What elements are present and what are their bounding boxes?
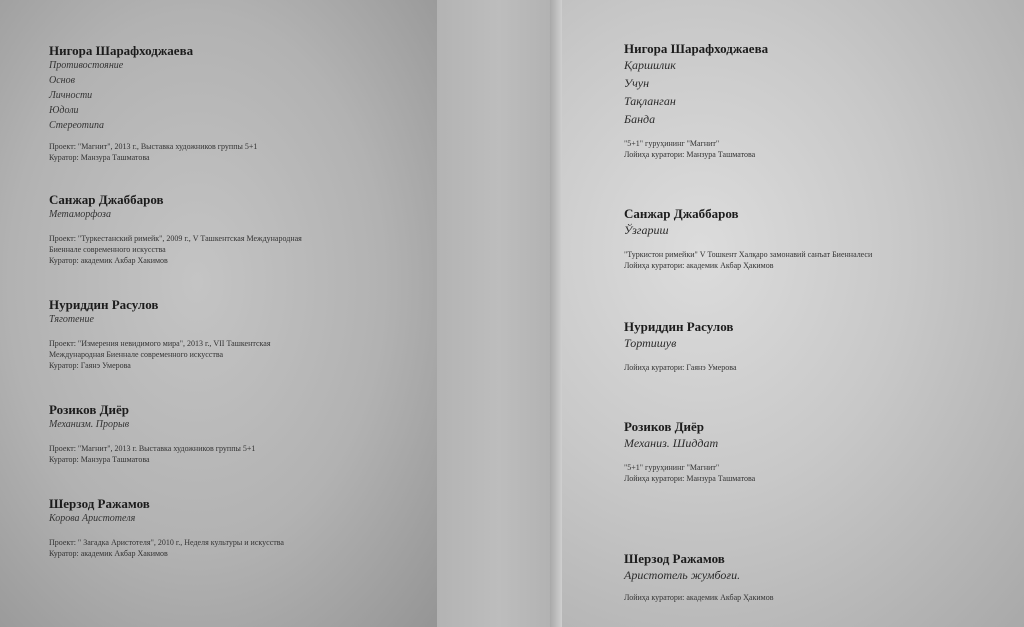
artist-entry [49,43,257,163]
artist-entry [624,206,872,271]
project-info [49,141,257,163]
curator-line: Куратор: академик Акбар Хакимов [49,549,168,558]
curator-line: Куратор: Гаянэ Умерова [49,361,131,370]
artwork-title: Аристотель жумбоғи. [624,568,741,582]
artist-entry [624,551,774,603]
project-line: "5+1" гуруҳининг "Магнит" [624,139,720,148]
curator-line: Куратор: Манзура Ташматова [49,455,150,464]
wall-gap [437,0,562,627]
artist-name: Розиков Диёр [624,419,705,434]
sheet-edge-shadow [550,0,562,627]
artist-entry [49,192,302,266]
project-line: Проект: "Измерения невидимого мира", 2013 г., VII Ташкентская [49,339,271,348]
artist-name: Розиков Диёр [49,402,130,417]
artwork-title: Тяготение [49,314,94,325]
project-line: Проект: "Туркестанский римейк", 2009 г., V Ташкентская Международная [49,234,302,243]
artwork-title: Тақланган [624,94,676,108]
project-line: "5+1" гуруҳининг "Магнит" [624,463,720,472]
artist-name: Нуриддин Расулов [624,319,734,334]
artist-name: Шерзод Ражамов [624,551,725,566]
artist-entry [49,402,255,465]
artwork-title: Банда [624,112,656,126]
curator-line: Лойиҳа куратори: Гаянэ Умерова [624,363,737,372]
curator-line: Лойиҳа куратори: Манзура Ташматова [624,474,756,483]
artwork-title: Юдоли [49,105,79,116]
curator-line: Куратор: Манзура Ташматова [49,153,150,162]
project-info [49,338,271,371]
artwork-title: Стереотипа [49,120,104,131]
artwork-title: Учун [624,76,650,90]
artist-name: Шерзод Ражамов [49,496,150,511]
artwork-title: Противостояние [49,60,124,71]
artwork-title: Тортишув [624,336,677,350]
artwork-title: Корова Аристотеля [49,513,136,524]
artwork-title: Метаморфоза [49,209,111,220]
project-info [624,592,774,603]
artist-name: Нигора Шарафходжаева [49,43,194,58]
project-info [49,233,302,266]
project-line: Биеннале современного искусства [49,245,166,254]
artist-entry [49,297,271,371]
curator-line: Лойиҳа куратори: академик Акбар Ҳакимов [624,261,774,270]
artist-entry [624,419,755,484]
project-info [49,537,284,559]
artist-entry [49,496,284,559]
project-info [624,462,755,484]
russian-label-sheet [0,0,437,627]
artwork-title: Личности [49,90,93,101]
artwork-title: Қаршилик [624,58,676,72]
project-line: Проект: "Магнит", 2013 г. Выставка художников группы 5+1 [49,444,256,453]
project-line: Международная Биеннале современного искусства [49,350,224,359]
artist-name: Санжар Джаббаров [624,206,739,221]
curator-line: Лойиҳа куратори: Манзура Ташматова [624,150,756,159]
artist-name: Нуриддин Расулов [49,297,159,312]
artist-name: Санжар Джаббаров [49,192,164,207]
curator-line: Куратор: академик Акбар Хакимов [49,256,168,265]
artwork-title: Ўзгариш [624,223,669,237]
artwork-title: Механиз. Шиддат [624,436,719,450]
uzbek-label-sheet [562,0,1024,627]
project-info [624,138,768,160]
project-info [49,443,255,465]
artwork-title: Механизм. Прорыв [49,419,130,430]
project-line: Проект: "Магнит", 2013 г., Выставка художников группы 5+1 [49,142,258,151]
artwork-title: Основ [49,75,75,86]
project-info [624,362,737,373]
project-info [624,249,872,271]
project-line: "Туркистон римейки" V Тошкент Халқаро замонавий санъат Биенналеси [624,250,873,259]
artist-name: Нигора Шарафходжаева [624,41,769,56]
artist-entry [624,41,768,160]
curator-line: Лойиҳа куратори: академик Акбар Ҳакимов [624,593,774,602]
project-line: Проект: " Загадка Аристотеля", 2010 г., Неделя культуры и искусства [49,538,284,547]
artist-entry [624,319,737,373]
